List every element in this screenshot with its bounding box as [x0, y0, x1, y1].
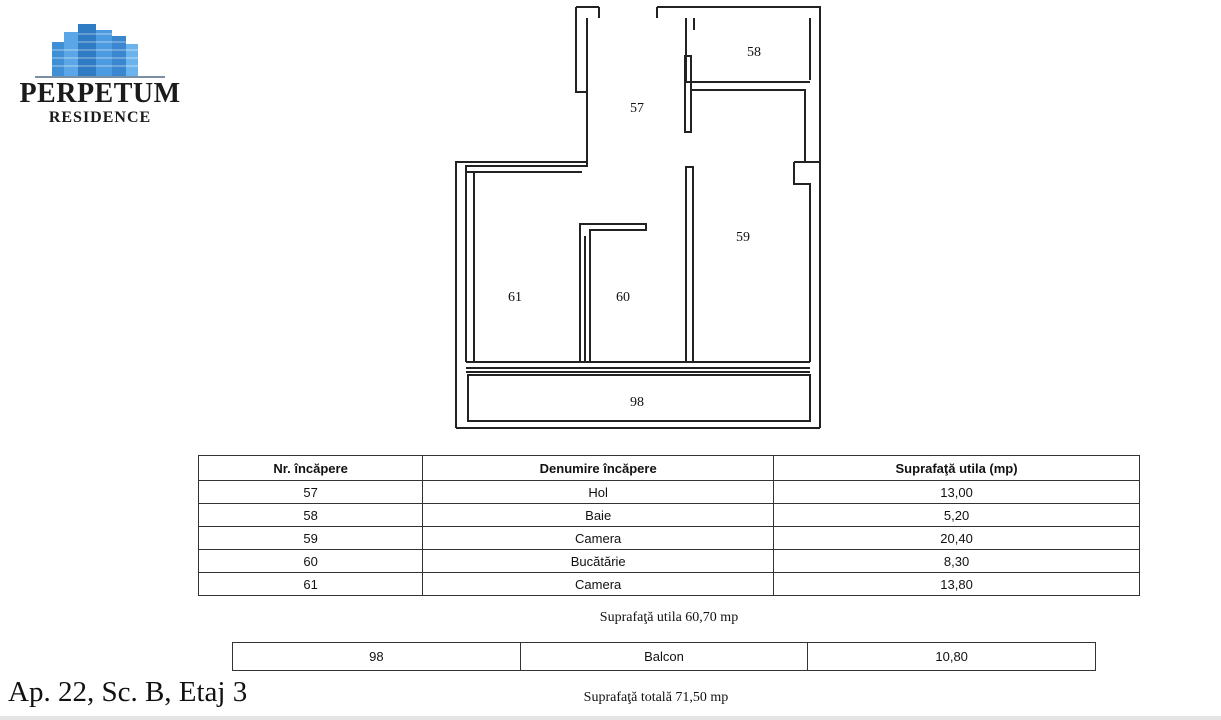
cell-area: 5,20: [774, 504, 1140, 527]
cell-room-number: 60: [199, 550, 423, 573]
cell-area: 10,80: [808, 643, 1096, 671]
table-row: [199, 527, 1140, 550]
logo-subtitle: RESIDENCE: [48, 109, 152, 126]
floor-plan: [450, 0, 830, 440]
rooms-table: [198, 455, 1140, 596]
room-label-58: 58: [747, 45, 761, 60]
table-row: [199, 573, 1140, 596]
logo: [10, 20, 190, 130]
room-label-98: 98: [630, 395, 644, 410]
room-label-60: 60: [616, 290, 630, 305]
cell-room-name: Baie: [423, 504, 774, 527]
table-row: [199, 550, 1140, 573]
cell-room-name: Camera: [423, 573, 774, 596]
cell-room-name: Hol: [423, 481, 774, 504]
cell-room-number: 98: [233, 643, 521, 671]
bottom-divider: [0, 716, 1221, 720]
cell-room-name: Camera: [423, 527, 774, 550]
room-label-59: 59: [736, 230, 750, 245]
building-skyline-icon: [30, 20, 170, 80]
cell-area: 8,30: [774, 550, 1140, 573]
cell-area: 13,00: [774, 481, 1140, 504]
cell-room-number: 61: [199, 573, 423, 596]
table-row: [199, 504, 1140, 527]
column-header-area: Suprafaţă utila (mp): [774, 456, 1140, 481]
column-header-room-name: Denumire încăpere: [423, 456, 774, 481]
cell-room-number: 58: [199, 504, 423, 527]
cell-room-name: Balcon: [520, 643, 808, 671]
util-area-summary: Suprafaţă utila 60,70 mp: [599, 610, 739, 625]
column-header-room-number: Nr. încăpere: [199, 456, 423, 481]
cell-room-name: Bucătărie: [423, 550, 774, 573]
total-area-summary: Suprafaţă totală 71,50 mp: [583, 690, 729, 705]
cell-area: 20,40: [774, 527, 1140, 550]
logo-title: PERPETUM: [19, 78, 181, 109]
cell-room-number: 59: [199, 527, 423, 550]
table-row: [233, 643, 1096, 671]
apartment-label: Ap. 22, Sc. B, Etaj 3: [8, 676, 248, 708]
room-label-57: 57: [630, 101, 644, 116]
balcony-table: [232, 642, 1096, 671]
room-label-61: 61: [508, 290, 522, 305]
cell-room-number: 57: [199, 481, 423, 504]
table-header-row: [199, 456, 1140, 481]
cell-area: 13,80: [774, 573, 1140, 596]
table-row: [199, 481, 1140, 504]
